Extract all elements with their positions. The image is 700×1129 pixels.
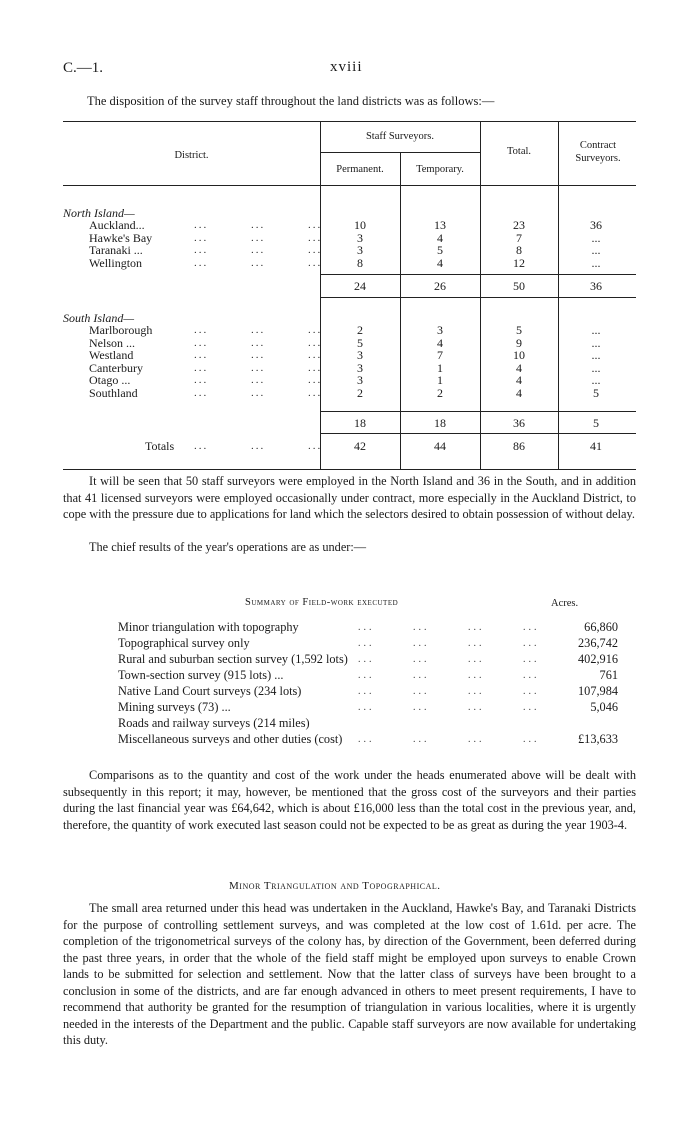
intro-text: The disposition of the survey staff throughout the land districts was as follows:—: [87, 94, 495, 108]
cell-temporary: 7: [437, 348, 443, 362]
subtotal-permanent: 24: [354, 279, 366, 293]
leader-dots: ... ... ... ...: [358, 638, 540, 649]
cell-permanent: 3: [357, 230, 363, 245]
summary-label: Topographical survey only: [118, 636, 250, 650]
leader-dots: ... ... ...: [194, 231, 323, 244]
leader-dots: ... ... ... ...: [358, 670, 540, 681]
district-name: Wellington: [89, 255, 143, 270]
leader-dots: ... ... ... ...: [358, 686, 540, 697]
staff-table: [63, 121, 636, 471]
cell-temporary: 1: [437, 360, 443, 375]
leader-dots: ... ... ...: [194, 374, 323, 386]
cell-temporary: 3: [437, 323, 443, 337]
cell-total: 9: [516, 335, 522, 350]
leader-dots: ... ... ...: [194, 361, 323, 374]
paragraph-results-intro: The chief results of the year's operations are as under:—: [89, 540, 367, 554]
cell-permanent: 2: [357, 385, 363, 400]
cell-temporary: 4: [437, 335, 443, 350]
cell-permanent: 5: [357, 335, 363, 350]
leader-dots: ... ... ... ...: [358, 734, 540, 745]
cell-contract: ...: [591, 243, 601, 257]
totals-permanent: 42: [354, 439, 366, 453]
district-name: Auckland...: [89, 218, 145, 232]
header-temporary: Temporary.: [416, 164, 464, 175]
paragraph-comparisons: Comparisons as to the quantity and cost of the work under the heads enumerated above will be dealt with subsequently in this report; it may, however, be mentioned that the gross cost of the surveyors and their parties during the last financial year was £64,642, which is about £16,000 less than the total cost in the previous year, and, therefore, the quantity of work executed last season could not be expected to be as great as during the year 1903-4.: [63, 768, 636, 832]
cell-total: 4: [516, 385, 522, 400]
summary-value: 5,046: [590, 700, 618, 714]
leader-dots: ... ... ... ...: [358, 654, 540, 665]
summary-label: Native Land Court surveys (234 lots): [118, 684, 302, 698]
cell-permanent: 3: [357, 348, 363, 362]
summary-value: 402,916: [578, 652, 618, 666]
paragraph-triangulation: The small area returned under this head was undertaken in the Auckland, Hawke's Bay, and Taranaki Districts for the purpose of controlling settlement surveys, and was completed at the low cost of 1.61d. per acre. The completion of the trigonometrical surveys of the colony has, by direction of the Government, been deferred during the past three years, in order that the whole of the field staff might be employed upon surveys to enable Crown lands to be submitted for selection and settlement. Now that the latter class of surveys have been brought to a conclusion in some of the districts, and are far enough advanced in others to meet present requirements, I have to recommend that authority be granted for the resumption of triangulation in various localities, where it is urgently needed in the interests of the Department and the public. Capable staff surveyors are now available for undertaking this duty.: [63, 901, 636, 1047]
district-name: Westland: [89, 348, 134, 362]
cell-temporary: 5: [437, 243, 443, 257]
cell-permanent: 3: [357, 243, 363, 257]
header-district: District.: [174, 150, 209, 161]
district-name: Taranaki ...: [89, 243, 143, 257]
cell-temporary: 4: [437, 230, 443, 245]
summary-value: 761: [599, 668, 618, 682]
subtotal-contract: 36: [590, 279, 602, 293]
cell-total: 7: [516, 230, 522, 245]
north-island-heading: North Island—: [63, 206, 135, 220]
cell-permanent: 3: [357, 373, 363, 387]
cell-permanent: 10: [354, 218, 366, 232]
cell-total: 8: [516, 243, 522, 257]
subtotal-temporary: 18: [434, 416, 446, 430]
subtotal-total: 36: [513, 416, 525, 430]
summary-value: £13,633: [578, 732, 618, 746]
cell-total: 10: [513, 348, 525, 362]
cell-temporary: 1: [437, 373, 443, 387]
cell-contract: ...: [591, 230, 601, 245]
summary-label: Minor triangulation with topography: [118, 620, 299, 634]
totals-temporary: 44: [434, 439, 446, 453]
cell-total: 4: [516, 360, 522, 375]
cell-total: 5: [516, 323, 522, 337]
page-number: xviii: [330, 59, 363, 75]
district-name: Canterbury: [89, 360, 143, 375]
district-name: Marlborough: [89, 323, 153, 337]
cell-permanent: 2: [357, 323, 363, 337]
totals-total: 86: [513, 439, 525, 453]
cell-temporary: 13: [434, 218, 446, 232]
district-name: Nelson ...: [89, 335, 135, 350]
header-permanent: Permanent.: [336, 164, 384, 175]
totals-contract: 41: [590, 439, 602, 453]
report-reference: C.—1.: [63, 60, 104, 76]
summary-label: Miscellaneous surveys and other duties (cost): [118, 732, 343, 746]
leader-dots: ... ... ...: [194, 349, 323, 361]
summary-label: Roads and railway surveys (214 miles): [118, 716, 310, 730]
south-island-heading: South Island—: [63, 311, 135, 325]
summary-label: Rural and suburban section survey (1,592 lots): [118, 652, 348, 666]
paragraph-staff: It will be seen that 50 staff surveyors were employed in the North Island and 36 in the South, and in addition that 41 licensed surveyors were employed occasionally under contract, more especially in the Auckland District, to cope with the pressure due to applications for land which the selectors desired to obtain possession of without delay.: [63, 474, 636, 521]
summary-unit: Acres.: [551, 598, 579, 609]
leader-dots: ... ... ...: [194, 244, 323, 256]
cell-contract: 5: [593, 385, 599, 400]
header-contract: Contract Surveyors.: [575, 140, 621, 164]
cell-contract: ...: [591, 348, 601, 362]
header-staff-surveyors: Staff Surveyors.: [365, 131, 435, 142]
header-total: Total.: [506, 146, 532, 157]
cell-contract: ...: [591, 360, 601, 375]
leader-dots: ... ... ...: [194, 256, 323, 269]
cell-permanent: 8: [357, 255, 363, 270]
cell-contract: ...: [591, 255, 601, 270]
cell-contract: ...: [591, 373, 601, 387]
leader-dots: ... ... ... ...: [358, 702, 540, 713]
totals-leader-dots: ... ... ...: [194, 440, 323, 452]
totals-label: Totals: [145, 439, 175, 453]
summary-value: 107,984: [578, 684, 618, 698]
district-name: Southland: [89, 385, 138, 400]
summary-value: 236,742: [578, 636, 618, 650]
cell-permanent: 3: [357, 360, 363, 375]
leader-dots: ... ... ...: [194, 386, 323, 399]
leader-dots: ... ... ...: [194, 219, 323, 231]
leader-dots: ... ... ...: [194, 336, 323, 349]
cell-temporary: 2: [437, 385, 443, 400]
cell-total: 4: [516, 373, 522, 387]
cell-total: 23: [513, 218, 525, 232]
subtotal-temporary: 26: [434, 279, 446, 293]
cell-temporary: 4: [437, 255, 443, 270]
cell-contract: ...: [591, 335, 601, 350]
leader-dots: ... ... ...: [194, 324, 323, 336]
summary-value: 66,860: [584, 620, 618, 634]
cell-contract: 36: [590, 218, 602, 232]
summary-title: Summary of Field-work executed: [245, 597, 399, 608]
cell-total: 12: [513, 255, 525, 270]
cell-contract: ...: [591, 323, 601, 337]
subtotal-contract: 5: [593, 416, 599, 430]
summary-label: Mining surveys (73) ...: [118, 700, 231, 714]
subtotal-total: 50: [513, 279, 525, 293]
summary-label: Town-section survey (915 lots) ...: [118, 668, 284, 682]
leader-dots: ... ... ... ...: [358, 622, 540, 633]
section-title-triangulation: Minor Triangulation and Topographical.: [229, 880, 441, 892]
subtotal-permanent: 18: [354, 416, 366, 430]
district-name: Otago ...: [89, 373, 131, 387]
district-name: Hawke's Bay: [89, 230, 153, 245]
